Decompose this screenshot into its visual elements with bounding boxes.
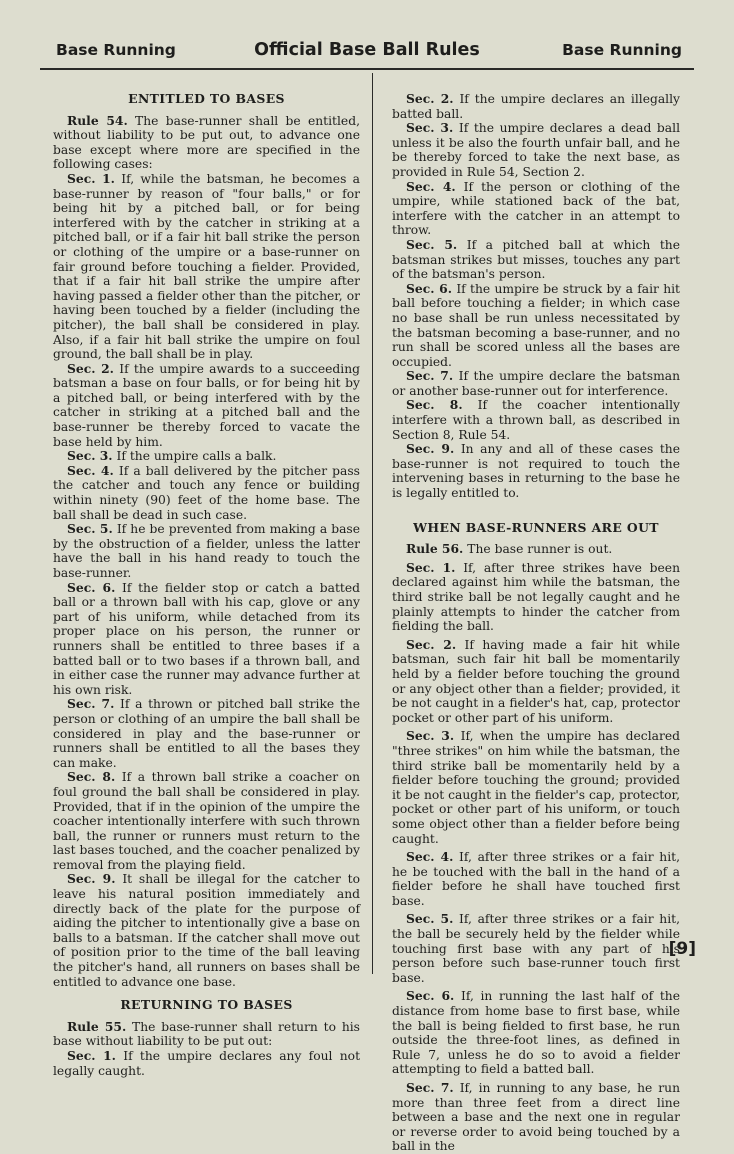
section-text: If he be prevented from making a base by the obstruction of a fielder, unless the latter have the ball in his hand ready to touch the base-runner. (53, 522, 360, 580)
section-number: Sec. 1. (406, 559, 456, 575)
section-text: If the umpire awards to a succeeding batsman a base on four balls, or for being hit by a pitched ball, or being interfered with by the catcher in striking at a pitched ball and the base-runner be thereby forced to vacate the base held by him. (53, 361, 360, 449)
section-text: If a thrown or pitched ball strike the person or clothing of an umpire the ball shall be considered in play and the base-runner or runners shall be entitled to all the bases they can make. (53, 697, 360, 770)
section-number: Sec. 7. (406, 1080, 454, 1095)
section-paragraph (53, 770, 360, 872)
section-text: If a ball delivered by the pitcher pass the catcher and touch any fence or building within ninety (90) feet of the home base. The ball shall be dead in such case. (53, 463, 360, 522)
column-divider (372, 73, 373, 974)
header-left: Base Running (56, 41, 176, 59)
section-paragraph (392, 989, 680, 1077)
section-heading: RETURNING TO BASES (120, 997, 293, 1013)
section-paragraph (392, 398, 680, 442)
section-paragraph (392, 442, 680, 500)
section-paragraph (392, 238, 680, 282)
section-number: Sec. 2. (406, 91, 454, 106)
section-text: If, after three strikes have been declared against him while the batsman, the third strike ball be not legally caught and he plainly attempts to hinder the catcher from fielding the ball. (392, 560, 680, 634)
section-paragraph (53, 697, 360, 770)
section-paragraph (392, 180, 680, 238)
section-paragraph (392, 850, 680, 908)
section-number: Sec. 5. (406, 236, 458, 252)
section-number: Sec. 3. (67, 448, 113, 464)
rule-paragraph (53, 114, 360, 172)
section-number: Sec. 2. (67, 360, 114, 376)
section-heading: WHEN BASE-RUNNERS ARE OUT (413, 519, 659, 535)
section-number: Sec. 1. (67, 1048, 116, 1063)
section-text: If, after three strikes or a fair hit, he be touched with the ball in the hand of a fielder before he shall have touched first base. (392, 850, 680, 908)
rule54-sections (53, 172, 360, 989)
rule55-sections (392, 92, 680, 501)
rule56-sections (392, 561, 680, 1154)
section-text: If having made a fair hit while batsman, such fair hit ball be momentarily held by a fielder before touching the ground or any object other than a fielder; provided, it be not caught in a fielder's hat, cap, protector pocket or other part of his uniform. (392, 637, 680, 725)
section-paragraph (392, 1081, 680, 1154)
section-text: If the umpire declares any foul not legally caught. (53, 1049, 361, 1078)
section-number: Sec. 7. (406, 368, 454, 384)
rule-paragraph (392, 542, 680, 557)
header-rule (40, 68, 694, 70)
rule-paragraph (53, 1020, 360, 1049)
section-number: Sec. 6. (67, 579, 116, 595)
section-number: Sec. 9. (67, 871, 116, 887)
rule-number: Rule 55. (67, 1018, 127, 1034)
section-text: If a thrown ball strike a coacher on foul ground the ball shall be considered in play. Provided, that if in the opinion of the umpire the coacher intentionally interfere with such thrown ball, the runner or runners must return to the last bases touched, and the coacher penalized by removal from the playing field. (53, 770, 360, 872)
section-paragraph (53, 172, 360, 362)
section-number: Sec. 8. (406, 397, 463, 413)
section-paragraph (53, 1049, 360, 1078)
rule-text: The base-runner shall return to his base without liability to be put out: (53, 1019, 360, 1049)
section-paragraph (53, 449, 360, 464)
section-text: If, after three strikes or a fair hit, the ball be securely held by the fielder while touching first base with any part of his person before such base-runner touch first base. (392, 912, 680, 985)
rule-number: Rule 54. (67, 112, 128, 128)
section-text: It shall be illegal for the catcher to leave his natural position immediately and directly back of the plate for the purpose of aiding the pitcher to intentionally give a base on balls to a batsman. If the catcher shall move out of position prior to the time of the ball leaving the pitcher's hand, all runners on bases shall be entitled to advance one base. (53, 872, 360, 989)
section-text: If the umpire declare the batsman or another base-runner out for interference. (392, 369, 680, 398)
right-column (392, 92, 680, 1154)
section-number: Sec. 4. (406, 178, 456, 194)
section-paragraph (392, 121, 680, 179)
section-number: Sec. 4. (406, 849, 454, 865)
section-paragraph (392, 638, 680, 726)
section-number: Sec. 5. (67, 521, 113, 537)
section-number: Sec. 7. (67, 696, 115, 712)
page-number: [9] (668, 939, 696, 959)
rule-number: Rule 56. (406, 541, 464, 557)
section-text: If the person or clothing of the umpire, while stationed back of the bat, interfere with the catcher in an attempt to throw. (392, 179, 680, 238)
section-text: If a pitched ball at which the batsman strikes but misses, touches any part of the batsman's person. (392, 237, 681, 282)
section-paragraph (53, 362, 360, 450)
section-text: If the fielder stop or catch a batted ball or a thrown ball with his cap, glove or any part of his uniform, while detached from its proper place on his person, the runner or runners shall be entitled to three bases if a batted ball or to two bases if a thrown ball, and in either case the runner may advance further at his own risk. (53, 580, 360, 697)
section-text: If the umpire declares an illegally batted ball. (392, 92, 680, 121)
rule-text: The base-runner shall be entitled, without liability to be put out, to advance one base except where more are specified in the following cases: (53, 113, 360, 172)
section-text: If, when the umpire has declared "three strikes" on him while the batsman, the third strike ball be momentarily held by a fielder before touching the ground; provided it be not caught in the fielder's cap, protector, pocket or other part of his uniform, or touch some object other than a fielder before being caught. (392, 729, 680, 846)
section-number: Sec. 9. (406, 441, 455, 457)
section-text: If the umpire declares a dead ball unless it be also the fourth unfair ball, and he be thereby forced to take the next base, as provided in Rule 54, Section 2. (392, 121, 680, 179)
section-number: Sec. 3. (406, 728, 455, 744)
section-paragraph (53, 872, 360, 989)
section-text: If the coacher intentionally interfere with a thrown ball, as described in Section 8, Rule 54. (392, 398, 680, 442)
section-text: If, in running the last half of the distance from home base to first base, while the ball is being fielded to first base, he run outside the three-foot lines, as defined in Rule 7, unless he do so to avoid a fielder attempting to field a batted ball. (392, 989, 680, 1077)
section-number: Sec. 2. (406, 636, 457, 652)
section-number: Sec. 6. (406, 988, 455, 1004)
section-text: If, while the batsman, he becomes a base-runner by reason of "four balls," or for being hit by a pitched ball, or for being interfered with by the catcher in striking at a pitched ball, or if a fair hit ball strike the person or clothing of the umpire or a base-runner on fair ground before touching a fielder. Provided, that if a fair hit ball strike the umpire after having passed a fielder other than the pitcher, or having been touched by a fielder (including the pitcher), the ball shall be considered in play. Also, if a fair hit ball strike the umpire on foul ground, the ball shall be in play. (53, 171, 360, 362)
left-column (53, 92, 360, 1078)
section-heading: ENTITLED TO BASES (128, 91, 285, 106)
section-paragraph (392, 282, 680, 370)
section-paragraph (392, 369, 680, 398)
section-number: Sec. 4. (67, 462, 114, 478)
section-number: Sec. 1. (67, 170, 115, 186)
page-header (40, 41, 694, 71)
section-paragraph (392, 912, 680, 985)
section-number: Sec. 3. (406, 120, 454, 136)
section-paragraph (392, 92, 680, 121)
section-text: If the umpire calls a balk. (116, 449, 277, 464)
section-text: In any and all of these cases the base-runner is not required to touch the intervening bases in returning to the base he is legally entitled to. (392, 442, 681, 501)
header-right: Base Running (562, 41, 682, 59)
section-paragraph (53, 464, 360, 522)
section-paragraph (53, 522, 360, 580)
section-number: Sec. 5. (406, 911, 454, 927)
header-title: Official Base Ball Rules (254, 40, 480, 60)
section-paragraph (392, 561, 680, 634)
rule-text: The base runner is out. (467, 542, 613, 557)
section-paragraph (53, 581, 360, 698)
section-text: If, in running to any base, he run more than three feet from a direct line between a base and the next one in regular or reverse order to avoid being touched by a ball in the (392, 1081, 680, 1154)
section-number: Sec. 6. (406, 280, 452, 296)
section-number: Sec. 8. (67, 769, 116, 785)
section-paragraph (392, 729, 680, 846)
section-text: If the umpire be struck by a fair hit ball before touching a fielder; in which case no base shall be run unless necessitated by the batsman becoming a base-runner, and no run shall be scored unless all the bases are occupied. (392, 281, 680, 369)
